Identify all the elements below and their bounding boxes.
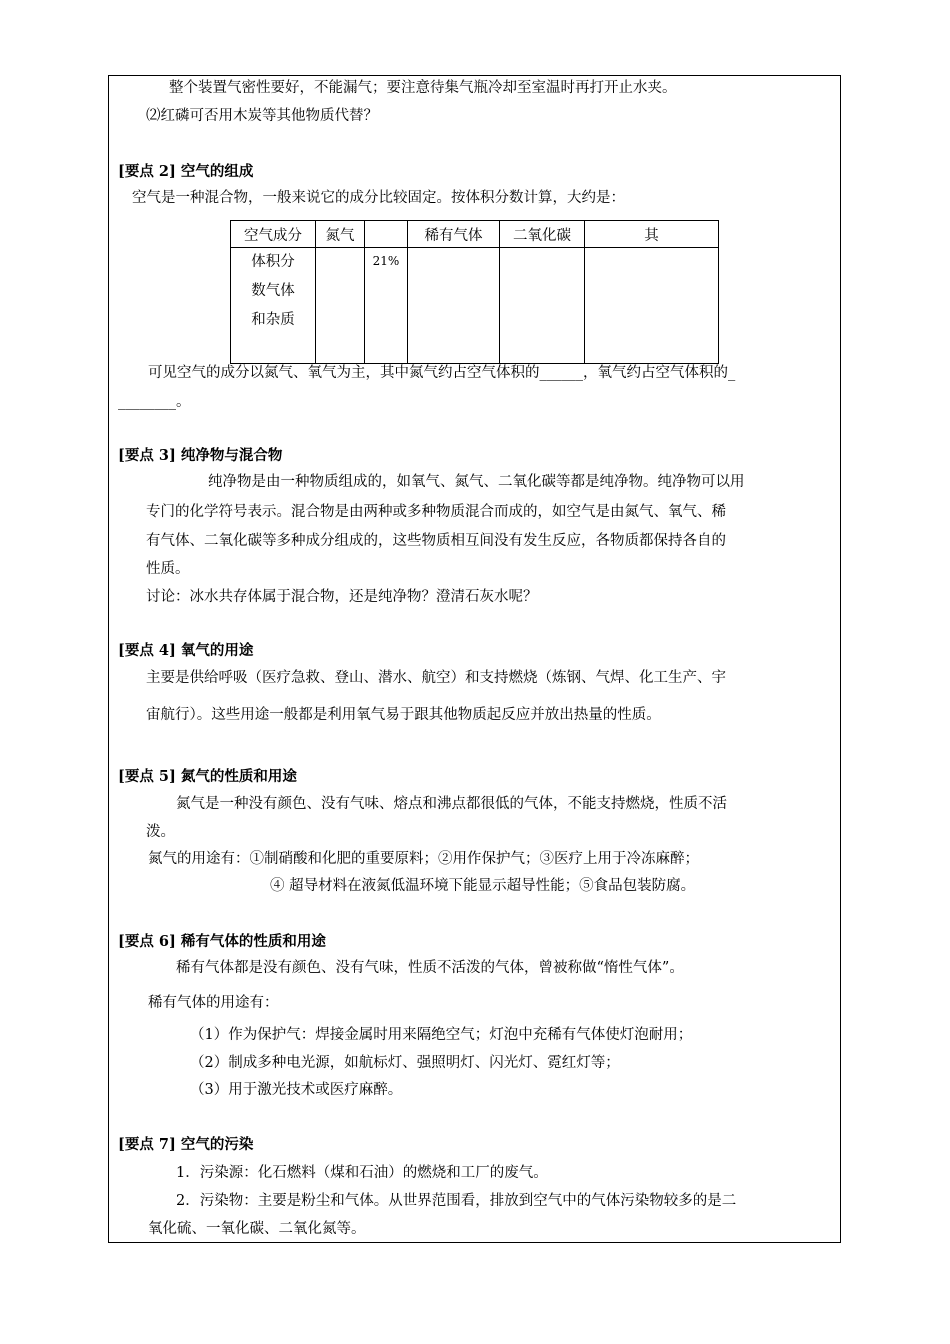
- table-cell-nitrogen: [316, 248, 365, 364]
- text-line: 主要是供给呼吸（医疗急救、登山、潜水、航空）和支持燃烧（炼钢、气焊、化工生产、宇: [146, 670, 726, 686]
- text-line: 泼。: [146, 824, 175, 840]
- question-line: ⑵红磷可否用木炭等其他物质代替？: [146, 108, 378, 124]
- table-header-cell: [365, 221, 408, 248]
- list-item: （3）用于激光技术或医疗麻醉。: [190, 1082, 403, 1098]
- discussion-line: 讨论：冰水共存体属于混合物，还是纯净物？澄清石灰水呢？: [146, 589, 538, 605]
- text-line: 性质。: [146, 561, 190, 577]
- table-cell-other: [585, 248, 719, 364]
- text-line: 整个装置气密性要好，不能漏气；要注意待集气瓶冷却至室温时再打开止水夹。: [169, 80, 677, 96]
- list-item: （1）作为保护气：焊接金属时用来隔绝空气；灯泡中充稀有气体使灯泡耐用；: [190, 1027, 693, 1043]
- text-line: 纯净物是由一种物质组成的，如氧气、氮气、二氧化碳等都是纯净物。纯净物可以用: [208, 474, 745, 490]
- section-heading-4: [要点 4] 氧气的用途: [118, 642, 254, 659]
- section-heading-2: [要点 2] 空气的组成: [118, 163, 254, 180]
- table-header-cell: 空气成分: [231, 221, 316, 248]
- list-item: （2）制成多种电光源，如航标灯、强照明灯、闪光灯、霓红灯等；: [190, 1055, 620, 1071]
- row-label-text: 体积分数气体和杂质: [251, 254, 295, 328]
- text-line: 稀有气体都是没有颜色、没有气味，性质不活泼的气体，曾被称做“惰性气体”。: [176, 960, 684, 976]
- list-item: 2．污染物：主要是粉尘和气体。从世界范围看，排放到空气中的气体污染物较多的是二: [176, 1193, 737, 1209]
- text-line: 氮气是一种没有颜色、没有气味、熔点和沸点都很低的气体，不能支持燃烧，性质不活: [176, 796, 727, 812]
- text-line: 氮气的用途有：①制硝酸和化肥的重要原料；②用作保护气；③医疗上用于冷冻麻醉；: [148, 851, 699, 867]
- section-heading-7: [要点 7] 空气的污染: [118, 1136, 254, 1153]
- list-item: 1．污染源：化石燃料（煤和石油）的燃烧和工厂的废气。: [176, 1165, 548, 1181]
- table-header-cell: 稀有气体: [408, 221, 500, 248]
- text-line: 有气体、二氧化碳等多种成分组成的，这些物质相互间没有发生反应，各物质都保持各自的: [146, 533, 726, 549]
- text-line: ④ 超导材料在液氮低温环境下能显示超导性能；⑤食品包装防腐。: [270, 878, 696, 894]
- section-heading-6: [要点 6] 稀有气体的性质和用途: [118, 933, 326, 950]
- table-row-label: [231, 248, 316, 364]
- text-line: 稀有气体的用途有：: [148, 995, 279, 1011]
- table-cell-co2: [500, 248, 585, 364]
- text-line: 氧化硫、一氧化碳、二氧化氮等。: [148, 1221, 366, 1237]
- text-line: ________。: [118, 394, 191, 410]
- table-cell-rare-gas: [408, 248, 500, 364]
- table-cell-oxygen: 21%: [365, 248, 408, 364]
- air-composition-table: [230, 220, 719, 364]
- section-heading-5: [要点 5] 氮气的性质和用途: [118, 768, 297, 785]
- table-header-cell: 氮气: [316, 221, 365, 248]
- table-header-cell: 二氧化碳: [500, 221, 585, 248]
- text-line: 可见空气的成分以氮气、氧气为主，其中氮气约占空气体积的______，氧气约占空气体积的_: [148, 365, 736, 381]
- section-heading-3: [要点 3] 纯净物与混合物: [118, 447, 283, 464]
- text-line: 宙航行）。这些用途一般都是利用氧气易于跟其他物质起反应并放出热量的性质。: [146, 707, 661, 723]
- text-line: 专门的化学符号表示。混合物是由两种或多种物质混合而成的，如空气是由氮气、氧气、稀: [146, 504, 726, 520]
- text-line: 空气是一种混合物，一般来说它的成分比较固定。按体积分数计算，大约是：: [132, 190, 625, 206]
- table-header-cell: 其: [585, 221, 719, 248]
